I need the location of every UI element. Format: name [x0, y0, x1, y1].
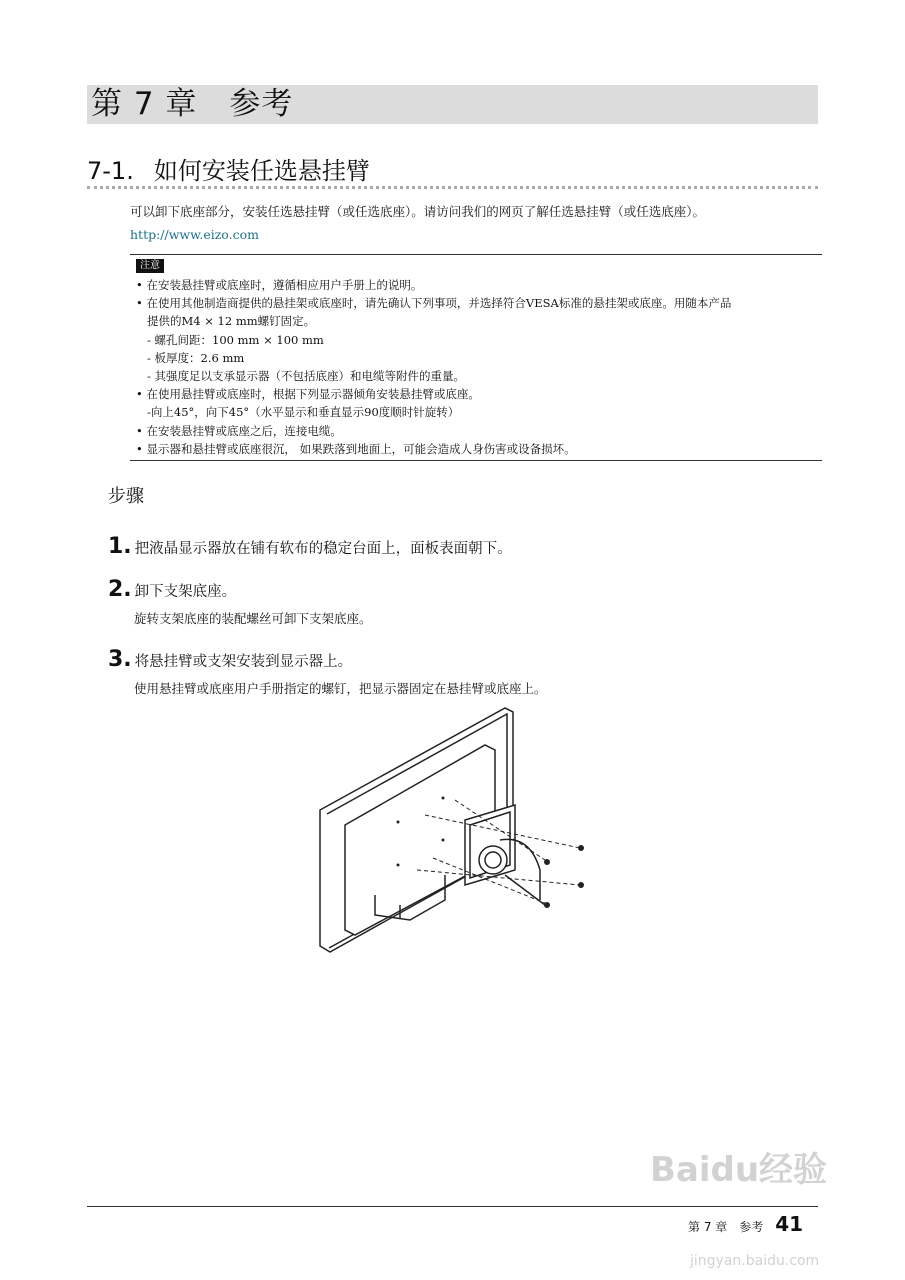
note-line: • 在安装悬挂臂或底座时，遵循相应用户手册上的说明。 — [136, 278, 423, 292]
step-title: 将悬挂臂或支架安装到显示器上。 — [134, 654, 353, 670]
note-list — [136, 276, 826, 458]
dotted-divider — [87, 186, 818, 189]
note-label: 注意 — [136, 259, 164, 273]
note-line: 提供的M4 × 12 mm螺钉固定。 — [147, 314, 316, 329]
step-number: 1. — [108, 534, 132, 559]
step-number: 2. — [108, 577, 132, 602]
eizo-link[interactable]: http://www.eizo.com — [130, 227, 259, 242]
footer-chapter: 第 7 章 参考 — [688, 1220, 764, 1234]
note-top-rule — [130, 254, 822, 255]
step-2-desc: 旋转支架底座的装配螺丝可卸下支架底座。 — [134, 611, 372, 626]
step-3-desc: 使用悬挂臂或底座用户手册指定的螺钉，把显示器固定在悬挂臂或底座上。 — [134, 681, 547, 696]
steps-heading: 步骤 — [108, 486, 144, 507]
step-number: 3. — [108, 647, 132, 672]
step-2 — [108, 577, 236, 602]
note-line: • 在安装悬挂臂或底座之后，连接电缆。 — [136, 423, 342, 438]
step-title: 卸下支架底座。 — [134, 584, 237, 600]
chapter-header — [87, 85, 818, 124]
page-footer — [688, 1211, 803, 1240]
note-line: • 在使用其他制造商提供的悬挂架或底座时，请先确认下列事项，并选择符合VESA标准的悬挂架或底座。用随本产品 — [136, 296, 732, 311]
step-3 — [108, 647, 352, 672]
watermark-logo: Baidu经验 — [650, 1150, 828, 1190]
watermark-url: jingyan.baidu.com — [690, 1253, 820, 1269]
arm-installation-illustration — [315, 700, 605, 960]
note-line: • 显示器和悬挂臂或底座很沉， 如果跌落到地面上，可能会造成人身伤害或设备损坏。 — [136, 441, 576, 456]
intro-text: 可以卸下底座部分，安装任选悬挂臂（或任选底座）。请访问我们的网页了解任选悬挂臂（或任选底座）。 — [130, 204, 706, 219]
note-line: -向上45°，向下45°（水平显示和垂直显示90度顺时针旋转） — [147, 405, 460, 420]
page-number: 41 — [775, 1212, 804, 1236]
section-heading — [87, 154, 370, 188]
section-title: 如何安装任选悬挂臂 — [153, 157, 370, 185]
note-line: - 螺孔间距：100 mm × 100 mm — [147, 332, 324, 347]
section-number: 7-1. — [87, 157, 134, 185]
step-title: 把液晶显示器放在铺有软布的稳定台面上，面板表面朝下。 — [134, 541, 512, 557]
footer-rule — [87, 1206, 818, 1207]
step-1 — [108, 534, 512, 559]
chapter-title: 第 7 章 参考 — [91, 86, 294, 122]
note-line: • 在使用悬挂臂或底座时，根据下列显示器倾角安装悬挂臂或底座。 — [136, 387, 480, 402]
note-line: - 板厚度：2.6 mm — [147, 350, 245, 365]
note-bottom-rule — [130, 460, 822, 461]
note-line: - 其强度足以支承显示器（不包括底座）和电缆等附件的重量。 — [147, 369, 466, 384]
